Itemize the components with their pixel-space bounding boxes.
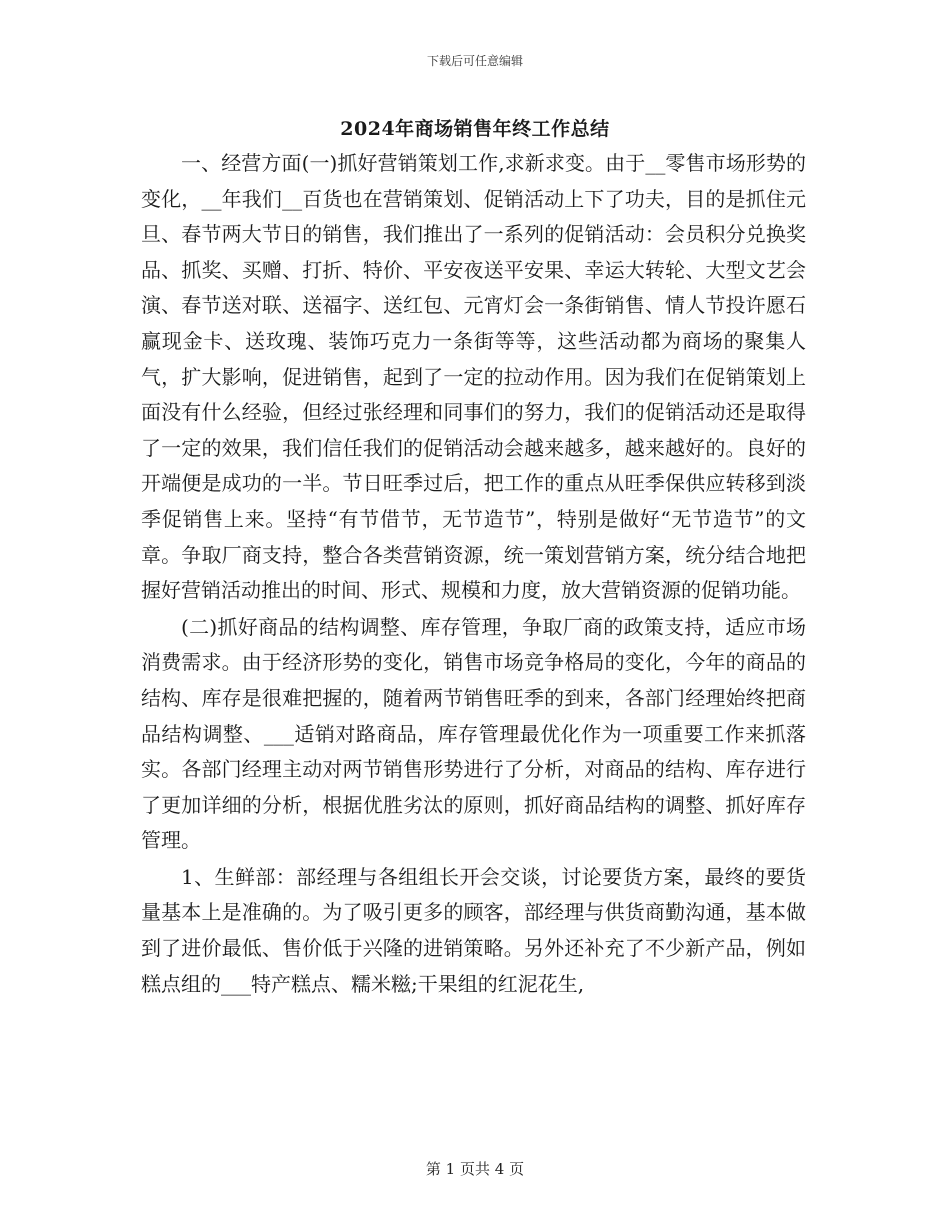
paragraph-fresh-department: 1、生鲜部：部经理与各组组长开会交谈，讨论要货方案，最终的要货量基本上是准确的。为了吸引更多的顾客，部经理与供货商勤沟通，基本做到了进价最低、售价低于兴隆的进销策略。另外还补充了不少新产品，例如糕点组的___特产糕点、糯米糍;干果组的红泥花生, xyxy=(141,864,806,996)
paragraph-business-operations: 一、经营方面(一)抓好营销策划工作,求新求变。由于__零售市场形势的变化，__年我们__百货也在营销策划、促销活动上下了功夫，目的是抓住元旦、春节两大节日的销售，我们推出了一系列的促销活动：会员积分兑换奖品、抓奖、买赠、打折、特价、平安夜送平安果、幸运大转轮、大型文艺会演、春节送对联、送福字、送红包、元宵灯会一条街销售、情人节投许愿石赢现金卡、送玫瑰、装饰巧克力一条街等等，这些活动都为商场的聚集人气，扩大影响，促进销售，起到了一定的拉动作用。因为我们在促销策划上面没有什么经验，但经过张经理和同事们的努力，我们的促销活动还是取得了一定的效果，我们信任我们的促销活动会越来越多，越来越好的。良好的开端便是成功的一半。节日旺季过后，把工作的重点从旺季保供应转移到淡季促销售上来。坚持“有节借节，无节造节”，特别是做好“无节造节”的文章。争取厂商支持，整合各类营销资源，统一策划营销方案，统分结合地把握好营销活动推出的时间、形式、规模和力度，放大营销资源的促销功能。 xyxy=(141,151,806,603)
paragraph-product-structure: (二)抓好商品的结构调整、库存管理，争取厂商的政策支持，适应市场消费需求。由于经济形势的变化，销售市场竞争格局的变化，今年的商品的结构、库存是很难把握的，随着两节销售旺季的到来，各部门经理始终把商品结构调整、___适销对路商品，库存管理最优化作为一项重要工作来抓落实。各部门经理主动对两节销售形势进行了分析，对商品的结构、库存进行了更加详细的分析，根据优胜劣汰的原则，抓好商品结构的调整、抓好库存管理。 xyxy=(141,614,806,853)
document-title: 2024年商场销售年终工作总结 xyxy=(340,118,610,140)
page-header-note: 下载后可任意编辑 xyxy=(426,54,523,68)
page-number: 第 1 页共 4 页 xyxy=(425,1160,525,1178)
document-body xyxy=(141,146,806,1002)
